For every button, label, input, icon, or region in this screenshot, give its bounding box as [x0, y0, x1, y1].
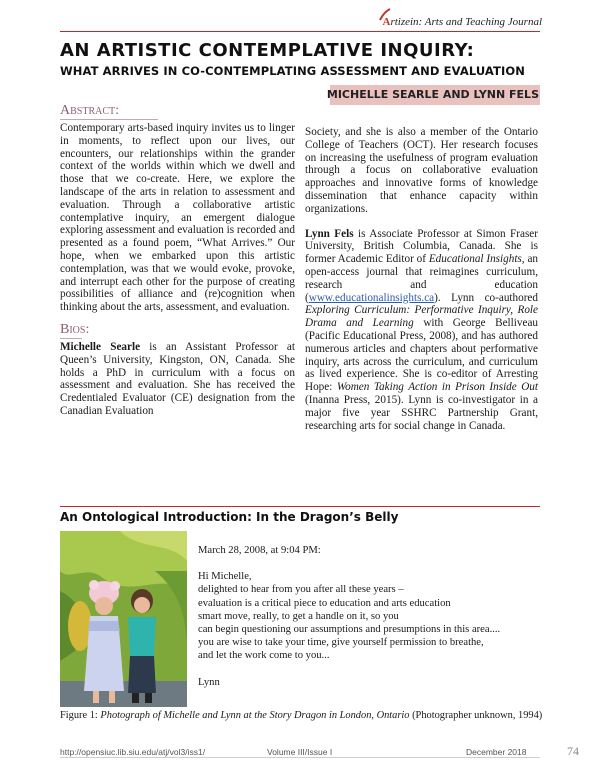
figure-caption-text: Photograph of Michelle and Lynn at the Story Dragon in London, Ontario — [100, 710, 410, 721]
brush-stroke-icon — [378, 8, 392, 22]
photo-illustration — [60, 531, 187, 707]
searle-bio — [60, 341, 295, 418]
searle-bio-continued: Society, and she is also a member of the Ontario College of Teachers (OCT). Her research focuses on increasing the usefulness of program evaluation through a focus on collaborative evaluation approaches and innovative forms of knowledge dissemination that enhance capacity within organizations. — [305, 126, 538, 215]
fels-book-2: Women Taking Action in Prison Inside Out — [336, 381, 539, 394]
educational-insights-link[interactable]: www.educationalinsights.ca — [308, 291, 435, 304]
letter-line: you are wise to take your time, give yourself permission to breathe, — [198, 637, 484, 649]
figure-label: Figure 1: — [60, 710, 101, 721]
figure-photo — [60, 531, 187, 707]
right-column — [305, 126, 538, 432]
bios-heading: Bios: — [60, 321, 90, 337]
letter-date: March 28, 2008, at 9:04 PM: — [198, 545, 321, 556]
article-title: AN ARTISTIC CONTEMPLATIVE INQUIRY: — [60, 40, 475, 61]
fels-bio-text-2: , an open-access journal that reimagines curriculum, research and education ( — [305, 253, 538, 304]
fels-name: Lynn Fels — [305, 227, 354, 240]
letter-line: and let the work come to you... — [198, 650, 330, 662]
searle-bio-text: is an Assistant Professor at Queen’s University, Kingston, ON, Canada. She holds a PhD in curriculum with a focus on assessment and evaluation. She has received the Credentialed Evaluator (CE) designation from the Canadian Evaluation — [60, 340, 295, 417]
fels-bio-text-4: with George Belliveau (Pacific Educational Press, 2008), and has authored numerous articles and chapters about performative inquiry, arts across the curriculum, and curriculum as lived experience. She is co-editor of Arresting Hope: — [305, 317, 539, 394]
abstract-heading: Abstract: — [60, 103, 158, 120]
intro-heading: An Ontological Introduction: In the Dragon’s Belly — [60, 510, 399, 524]
fels-bio-text-5: (Inanna Press, 2015). Lynn is co-investigator in a major five year SSHRC Partnership Grant, researching arts for social change in Canada. — [305, 393, 538, 432]
letter-line: evaluation is a critical piece to education and arts education — [198, 597, 451, 609]
letter-line: can begin questioning our assumptions and presumptions in this area.... — [198, 624, 501, 636]
footer-volume: Volume III/Issue I — [267, 747, 333, 757]
journal-name — [382, 16, 542, 28]
journal-title: rtizein: Arts and Teaching Journal — [390, 16, 542, 28]
page-number: 74 — [567, 744, 579, 758]
footer-rule — [60, 757, 540, 758]
fels-bio-text-3: ). Lynn co-authored — [434, 291, 538, 304]
letter-signature: Lynn — [198, 676, 220, 688]
fels-journal: Educational Insights — [428, 253, 522, 266]
top-rule — [60, 31, 540, 32]
footer-url[interactable]: http://opensiuc.lib.siu.edu/atj/vol3/iss1/ — [60, 747, 206, 757]
letter-line: smart move, really, to get a handle on it, so you — [198, 610, 399, 622]
article-subtitle: WHAT ARRIVES IN CO-CONTEMPLATING ASSESSMENT AND EVALUATION — [60, 64, 525, 78]
searle-name: Michelle Searle — [60, 340, 141, 353]
fels-bio — [305, 228, 538, 433]
fels-book-1: Exploring Curriculum: Performative Inquiry, Role Drama and Learning — [305, 304, 538, 330]
footer-date: December 2018 — [466, 747, 527, 757]
fels-bio-text-1: is Associate Professor at Simon Fraser University, British Columbia, Canada. She is former Academic Editor of — [305, 227, 538, 266]
abstract-text: Contemporary arts-based inquiry invites us to linger in moments, to reflect upon our lives, our encounters, our relationships within the grander context of the worlds within which we dwell and those that we co-create. Here, we explore the landscape of the arts in relation to assessment and evaluation. Through a collaborative artistic contemplative inquiry, an emergent dialogue exploring assessment and evaluation is recorded and presented as a found poem, “What Arrives.” Our hope, when we embarked upon this artistic contemplation, was that we would evoke, provoke, and interrupt each other for the purpose of creating possibilities of alliance and (re)cognition when thinking about the arts, assessment, and evaluation. — [60, 122, 295, 314]
letter-line: delighted to hear from you after all these years – — [198, 584, 404, 596]
article-authors: MICHELLE SEARLE AND LYNN FELS — [326, 88, 539, 101]
journal-prefix: A — [382, 16, 391, 28]
letter-line: Hi Michelle, — [198, 571, 252, 583]
figure-caption — [60, 710, 543, 721]
left-column — [60, 103, 295, 418]
section-rule — [60, 506, 540, 507]
email-letter — [198, 544, 543, 689]
figure-credit: (Photographer unknown, 1994) — [409, 710, 543, 721]
